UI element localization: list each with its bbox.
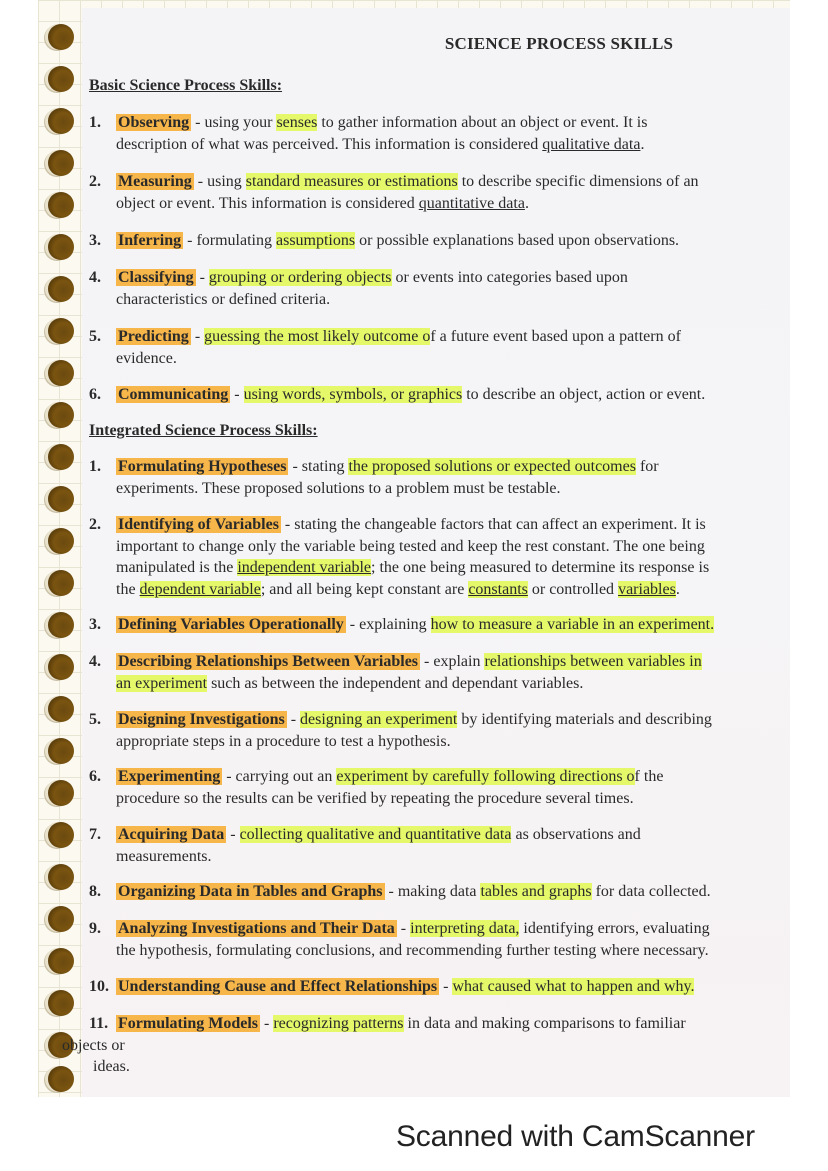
list-item: [89, 976, 789, 998]
item-text: or possible explanations based upon observations.: [355, 232, 680, 249]
item-text: ; and all being kept constant are: [260, 580, 469, 598]
highlighted-phrase: relationships between variables in: [484, 653, 702, 670]
item-number: 1.: [89, 114, 101, 131]
item-text: -: [190, 328, 205, 345]
item-text: identifying errors, evaluating: [519, 920, 710, 937]
skill-term: Communicating: [118, 386, 229, 403]
item-text: objects or: [62, 1036, 125, 1054]
binding-hole-icon: [48, 864, 74, 890]
skill-term: Identifying of Variables: [118, 516, 279, 533]
list-item: [89, 384, 789, 406]
highlighted-phrase: guessing the most likely outcome o: [204, 328, 431, 345]
item-text: ; the one being measured to determine its response is: [371, 559, 710, 576]
item-text: for: [635, 458, 659, 475]
list-item: [89, 326, 789, 369]
list-item: [89, 824, 789, 867]
item-text: important to change only the variable being tested and keep the rest constant. The one being: [116, 537, 705, 555]
highlighted-phrase: tables and graphs: [480, 883, 592, 900]
list-item: [89, 230, 789, 252]
binding-hole-icon: [48, 696, 74, 722]
underlined-term: constants: [468, 580, 528, 598]
item-number: 9.: [89, 920, 101, 937]
binding-hole-icon: [48, 738, 74, 764]
skill-term: Inferring: [118, 232, 182, 249]
list-item: [89, 766, 789, 809]
item-text: by identifying materials and describing: [457, 711, 712, 728]
item-text: measurements.: [116, 847, 212, 865]
list-item: [89, 112, 789, 155]
section-heading-basic: Basic Science Process Skills:: [89, 77, 283, 94]
item-text: to describe an object, action or event.: [462, 386, 706, 403]
skill-term: Formulating Models: [118, 1015, 258, 1032]
highlighted-phrase: designing an experiment: [300, 711, 458, 728]
item-text: to describe specific dimensions of an: [457, 173, 699, 190]
item-number: 10.: [89, 978, 109, 995]
page-title-text: SCIENCE PROCESS SKILLS: [444, 34, 674, 53]
binding-hole-icon: [48, 444, 74, 470]
item-text: procedure so the results can be verified by repeating the procedure several times.: [116, 789, 634, 807]
binding-hole-icon: [48, 948, 74, 974]
highlighted-phrase: collecting qualitative and quantitative data: [239, 826, 512, 843]
scanner-watermark: Scanned with CamScanner: [396, 1120, 755, 1153]
spiral-binding: [44, 16, 80, 1096]
item-text: appropriate steps in a procedure to test a hypothesis.: [116, 732, 451, 750]
underlined-term: variables: [618, 580, 676, 598]
skill-term: Defining Variables Operationally: [118, 616, 344, 633]
binding-hole-icon: [48, 780, 74, 806]
item-text: f a future event based upon a pattern of: [430, 328, 681, 345]
item-text: such as between the independent and dependant variables.: [207, 674, 584, 692]
page-title: [0, 34, 828, 54]
binding-hole-icon: [48, 570, 74, 596]
item-text: .: [640, 135, 645, 153]
highlighted-phrase: experiment by carefully following directions o: [336, 768, 635, 785]
highlighted-phrase: an experiment: [116, 674, 208, 692]
item-number: 4.: [89, 269, 101, 286]
item-text: for data collected.: [591, 883, 711, 900]
item-text: description of what was perceived. This information is considered: [116, 135, 543, 153]
item-text: - stating: [288, 458, 349, 475]
underlined-term: qualitative data: [542, 135, 641, 153]
item-number: 1.: [89, 458, 101, 475]
binding-hole-icon: [48, 822, 74, 848]
highlighted-phrase: grouping or ordering objects: [208, 269, 392, 286]
item-text: characteristics or defined criteria.: [116, 290, 331, 308]
binding-hole-icon: [48, 150, 74, 176]
item-number: 2.: [89, 516, 101, 533]
highlighted-phrase: how to measure a variable in an experiment.: [430, 616, 715, 633]
item-number: 5.: [89, 328, 101, 345]
binding-hole-icon: [48, 486, 74, 512]
item-text: -: [195, 269, 209, 286]
skill-term: Acquiring Data: [118, 826, 225, 843]
binding-hole-icon: [48, 402, 74, 428]
binding-hole-icon: [48, 528, 74, 554]
binding-hole-icon: [48, 108, 74, 134]
item-text: object or event. This information is considered: [116, 194, 419, 212]
item-text: - carrying out an: [222, 768, 337, 785]
item-number: 7.: [89, 826, 101, 843]
list-item: [89, 918, 789, 961]
item-number: 5.: [89, 711, 101, 728]
item-number: 4.: [89, 653, 101, 670]
highlighted-phrase: interpreting data,: [410, 920, 520, 937]
highlighted-phrase: the proposed solutions or expected outcomes: [348, 458, 636, 475]
highlighted-phrase: using words, symbols, or graphics: [243, 386, 463, 403]
item-text: .: [524, 194, 529, 212]
binding-hole-icon: [48, 1066, 74, 1092]
skill-term: Describing Relationships Between Variables: [118, 653, 419, 670]
skill-term: Predicting: [118, 328, 189, 345]
underlined-term: dependent variable: [139, 580, 261, 598]
binding-hole-icon: [48, 276, 74, 302]
item-text: -: [230, 386, 244, 403]
item-text: -: [286, 711, 301, 728]
item-text: - explaining: [345, 616, 431, 633]
item-number: 3.: [89, 616, 101, 633]
list-item: [89, 651, 789, 694]
item-text: - using your: [191, 114, 277, 131]
skill-term: Analyzing Investigations and Their Data: [118, 920, 395, 937]
item-text: - using: [193, 173, 246, 190]
item-text: - formulating: [183, 232, 276, 249]
item-text: manipulated is the: [116, 559, 238, 576]
item-text: evidence.: [116, 349, 177, 367]
skill-term: Formulating Hypotheses: [118, 458, 287, 475]
highlighted-phrase: senses: [276, 114, 318, 131]
highlighted-phrase: standard measures or estimations: [245, 173, 458, 190]
binding-hole-icon: [48, 906, 74, 932]
skill-term: Organizing Data in Tables and Graphs: [118, 883, 383, 900]
item-text: - explain: [420, 653, 485, 670]
binding-hole-icon: [48, 318, 74, 344]
item-text: as observations and: [511, 826, 641, 843]
highlighted-phrase: assumptions: [275, 232, 356, 249]
skill-term: Classifying: [118, 269, 194, 286]
underlined-term: independent variable: [237, 559, 372, 576]
item-number: 11.: [89, 1015, 109, 1032]
list-item: [89, 514, 789, 600]
highlighted-phrase: what caused what to happen and why.: [452, 978, 695, 995]
item-text: the hypothesis, formulating conclusions, and recommending further testing where necessary.: [116, 941, 709, 959]
item-text: or controlled: [527, 580, 619, 598]
item-text: the: [116, 580, 140, 598]
item-text: -: [396, 920, 411, 937]
list-item: [89, 267, 789, 310]
item-text: .: [675, 580, 680, 598]
binding-hole-icon: [48, 234, 74, 260]
item-text: -: [439, 978, 453, 995]
list-item: [89, 456, 789, 499]
item-text: -: [260, 1015, 274, 1032]
binding-hole-icon: [48, 360, 74, 386]
section-heading-integrated: Integrated Science Process Skills:: [89, 422, 318, 439]
item-number: 6.: [89, 386, 101, 403]
item-text: -: [226, 826, 240, 843]
binding-hole-icon: [48, 66, 74, 92]
highlighted-phrase: recognizing patterns: [273, 1015, 404, 1032]
list-item: [89, 881, 789, 903]
item-number: 3.: [89, 232, 101, 249]
item-number: 2.: [89, 173, 101, 190]
list-item: [89, 171, 789, 214]
skill-term: Understanding Cause and Effect Relationships: [118, 978, 438, 995]
list-item: [89, 709, 789, 752]
underlined-term: quantitative data: [418, 194, 525, 212]
skill-term: Measuring: [118, 173, 192, 190]
item-text: experiments. These proposed solutions to a problem must be testable.: [116, 479, 561, 497]
item-number: 8.: [89, 883, 101, 900]
item-text: ideas.: [93, 1058, 130, 1075]
binding-hole-icon: [48, 192, 74, 218]
item-text: - making data: [384, 883, 481, 900]
list-item: [89, 614, 789, 636]
binding-hole-icon: [48, 990, 74, 1016]
skill-term: Observing: [118, 114, 190, 131]
item-text: in data and making comparisons to familiar: [403, 1015, 686, 1032]
item-number: 6.: [89, 768, 101, 785]
skill-term: Designing Investigations: [118, 711, 285, 728]
item-text: - stating the changeable factors that can affect an experiment. It is: [280, 516, 706, 533]
binding-hole-icon: [48, 612, 74, 638]
skill-term: Experimenting: [118, 768, 221, 785]
binding-hole-icon: [48, 654, 74, 680]
list-item: [62, 1013, 789, 1078]
item-text: to gather information about an object or event. It is: [317, 114, 648, 131]
item-text: or events into categories based upon: [391, 269, 628, 286]
item-text: f the: [634, 768, 664, 785]
